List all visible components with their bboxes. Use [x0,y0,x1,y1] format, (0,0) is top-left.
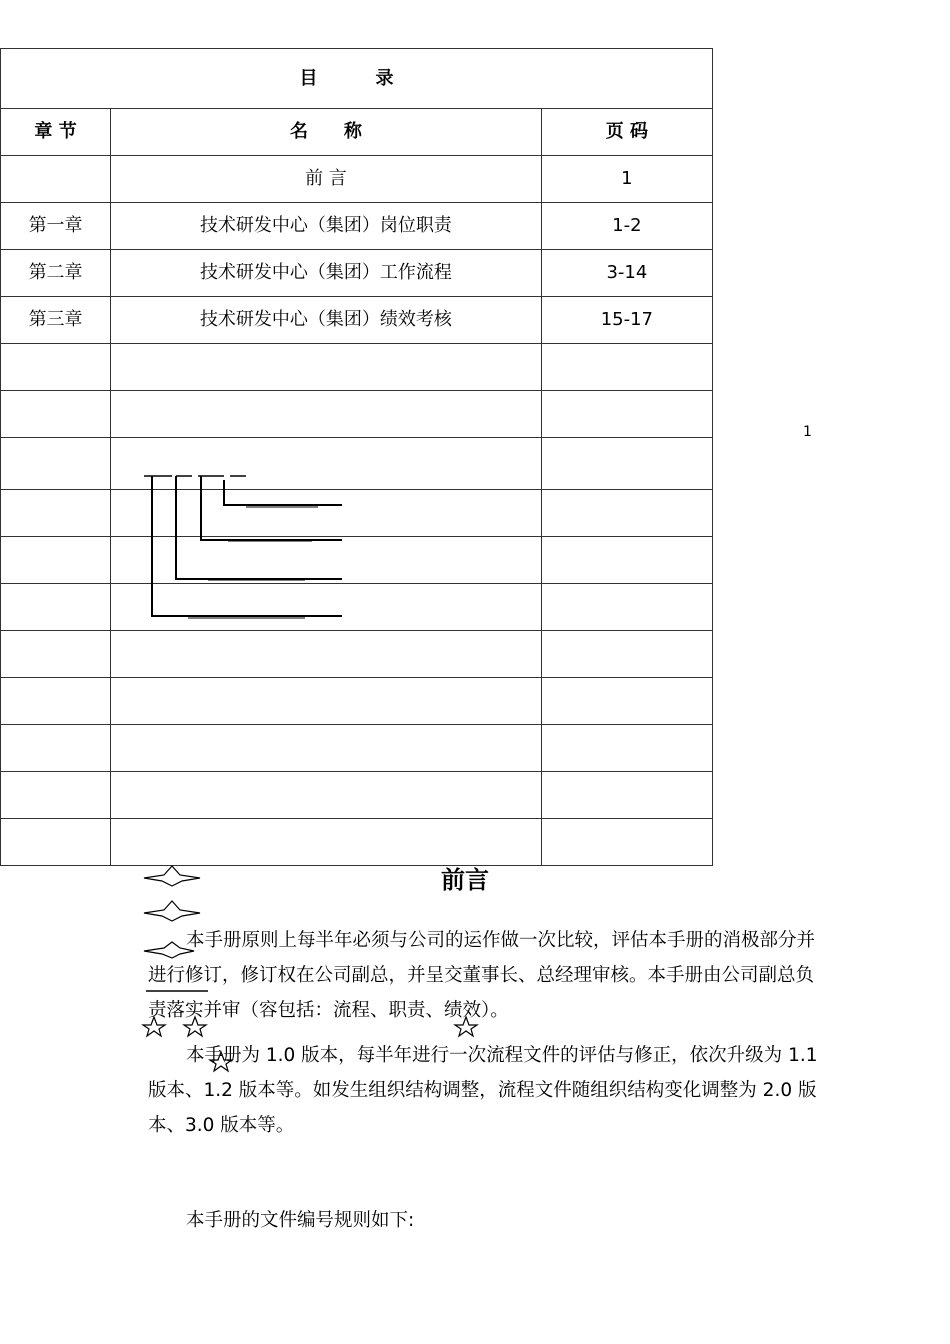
header-name: 名 称 [111,109,542,156]
header-chapter: 章 节 [1,109,111,156]
toc-title: 目 录 [1,49,713,109]
toc-page: 3-14 [541,250,712,297]
toc-empty-row [1,537,713,584]
toc-name: 前 言 [111,156,542,203]
toc-chapter: 第二章 [1,250,111,297]
toc-page: 15-17 [541,297,712,344]
toc-row [1,297,713,344]
toc-name: 技术研发中心（集团）岗位职责 [111,203,542,250]
header-page: 页 码 [541,109,712,156]
star-icon [144,901,200,921]
toc-table [0,48,713,866]
toc-chapter: 第一章 [1,203,111,250]
toc-empty-row [1,344,713,391]
toc-header-row [1,109,713,156]
toc-chapter: 第三章 [1,297,111,344]
toc-row [1,250,713,297]
toc-empty-row [1,584,713,631]
toc-empty-row [1,725,713,772]
toc-empty-row [1,772,713,819]
toc-title-row [1,49,713,109]
preface-paragraph: 本手册的文件编号规则如下: [186,1210,415,1231]
toc-name: 技术研发中心（集团）绩效考核 [111,297,542,344]
page-number: 1 [803,424,812,440]
toc-page: 1-2 [541,203,712,250]
toc-page: 1 [541,156,712,203]
toc-empty-row [1,490,713,537]
toc-empty-row [1,391,713,438]
preface-title: 前言 [441,866,489,894]
star-icon [144,866,200,886]
toc-empty-row [1,438,713,490]
preface-paragraph: 本手册为 1.0 版本，每半年进行一次流程文件的评估与修正，依次升级为 1.1 版本、1.2 版本等。如发生组织结构调整，流程文件随组织结构变化调整为 2.0 版本、3.0 版本等。 [148,1045,818,1136]
toc-row [1,203,713,250]
toc-empty-row [1,678,713,725]
toc-row [1,156,713,203]
toc-chapter [1,156,111,203]
toc-empty-row [1,631,713,678]
preface-paragraph: 本手册原则上每半年必须与公司的运作做一次比较，评估本手册的消极部分并进行修订，修订权在公司副总，并呈交董事长、总经理审核。本手册由公司副总负责落实并审（容包括：流程、职责、绩效）。 [148,930,816,1021]
toc-name: 技术研发中心（集团）工作流程 [111,250,542,297]
toc-empty-row [1,819,713,866]
